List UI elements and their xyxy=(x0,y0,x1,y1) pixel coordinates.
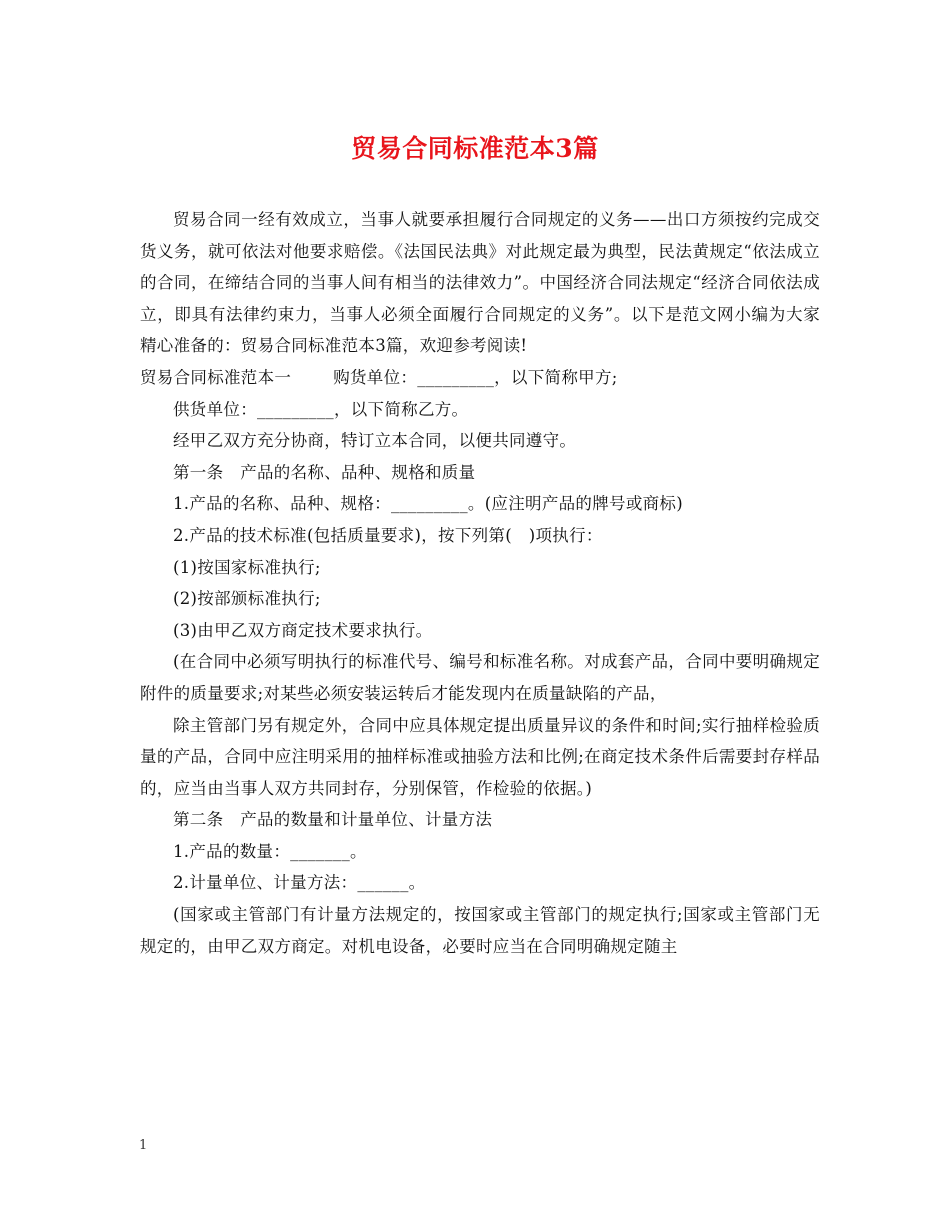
intro-paragraph: 贸易合同一经有效成立，当事人就要承担履行合同规定的义务——出口方须按约完成交货义务，就可依法对他要求赔偿。《法国民法典》对此规定最为典型，民法黄规定“依法成立的合同，在缔结合同的当事人间有相当的法律效力”。中国经济合同法规定“经济合同依法成立，即具有法律约束力，当事人必须全面履行合同规定的义务”。以下是范文网小编为大家精心准备的：贸易合同标准范本3篇，欢迎参考阅读! xyxy=(140,210,820,356)
seller-line: 供货单位：_________，以下简称乙方。 xyxy=(173,399,469,419)
article2-item2: 2.计量单位、计量方法：______。 xyxy=(173,873,426,893)
document-body xyxy=(140,204,820,962)
article1-option1: (1)按国家标准执行; xyxy=(173,557,321,577)
buyer-line: 购货单位：_________，以下简称甲方; xyxy=(333,367,618,387)
article1-title: 第一条 产品的名称、品种、规格和质量 xyxy=(173,462,476,482)
article2-title: 第二条 产品的数量和计量单位、计量方法 xyxy=(173,810,493,830)
article1-note2: 除主管部门另有规定外，合同中应具体规定提出质量异议的条件和时间;实行抽样检验质量的产品，合同中应注明采用的抽样标准或抽验方法和比例;在商定技术条件后需要封存样品的，应当由当事人双方共同封存，分别保管，作检验的依据。) xyxy=(140,715,820,798)
article1-item1: 1.产品的名称、品种、规格：_________。(应注明产品的牌号或商标) xyxy=(173,494,683,514)
article2-note: (国家或主管部门有计量方法规定的，按国家或主管部门的规定执行;国家或主管部门无规定的，由甲乙双方商定。对机电设备，必要时应当在合同明确规定随主 xyxy=(140,905,820,956)
article1-option3: (3)由甲乙双方商定技术要求执行。 xyxy=(173,620,433,640)
sample-heading-line xyxy=(140,362,820,394)
sample-heading: 贸易合同标准范本一 xyxy=(140,367,292,387)
agreement-line: 经甲乙双方充分协商，特订立本合同，以便共同遵守。 xyxy=(173,431,577,451)
page-number: 1 xyxy=(139,1138,148,1153)
article2-item1: 1.产品的数量：_______。 xyxy=(173,841,367,861)
article1-note1: (在合同中必须写明执行的标准代号、编号和标准名称。对成套产品，合同中要明确规定附件的质量要求;对某些必须安装运转后才能发现内在质量缺陷的产品， xyxy=(140,652,820,703)
article1-item2: 2.产品的技术标准(包括质量要求)，按下列第( )项执行： xyxy=(173,525,603,545)
document-title: 贸易合同标准范本3篇 xyxy=(351,134,599,163)
article1-option2: (2)按部颁标准执行; xyxy=(173,589,321,609)
